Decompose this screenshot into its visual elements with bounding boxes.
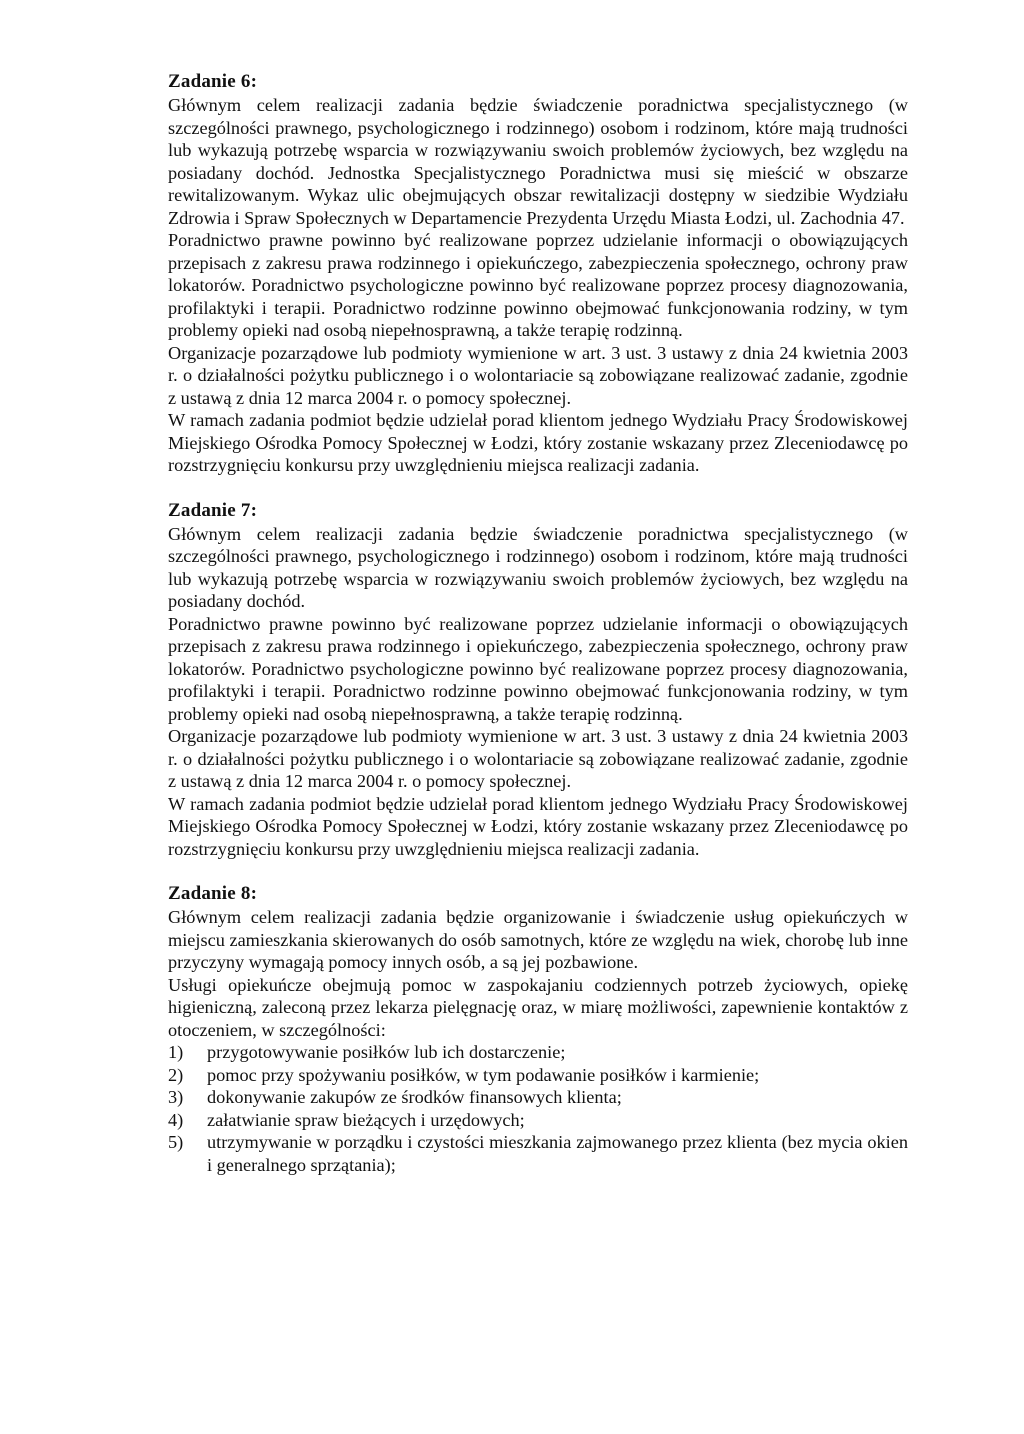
list-item-text: załatwianie spraw bieżących i urzędowych; <box>207 1109 525 1130</box>
list-item-text: dokonywanie zakupów ze środków finansowych klienta; <box>207 1087 622 1107</box>
list-item-number: 4) <box>168 1109 184 1130</box>
paragraph: W ramach zadania podmiot będzie udzielał porad klientom jednego Wydziału Pracy Środowiskowej Miejskiego Ośrodka Pomocy Społecznej w Łodzi, który zostanie wskazany przez Zleceniodawcę po rozstrzygnięciu konkursu przy uwzględnieniu miejsca realizacji zadania. <box>168 410 908 475</box>
section-heading: Zadanie 7: <box>168 499 258 521</box>
paragraph: Organizacje pozarządowe lub podmioty wymienione w art. 3 ust. 3 ustawy z dnia 24 kwietnia 2003 r. o działalności pożytku publicznego i o wolontariacie są zobowiązane realizować zadanie, zgodnie z ustawą z dnia 12 marca 2004 r. o pomocy społecznej. <box>168 726 908 791</box>
list-item <box>168 1131 908 1176</box>
list-item-number: 5) <box>168 1132 184 1152</box>
section-heading: Zadanie 6: <box>168 71 258 92</box>
paragraph: Organizacje pozarządowe lub podmioty wymienione w art. 3 ust. 3 ustawy z dnia 24 kwietnia 2003 r. o działalności pożytku publicznego i o wolontariacie są zobowiązane realizować zadanie, zgodnie z ustawą z dnia 12 marca 2004 r. o pomocy społecznej. <box>168 342 908 408</box>
list-item-text: przygotowywanie posiłków lub ich dostarczenie; <box>207 1042 566 1062</box>
list-item <box>168 1064 908 1087</box>
paragraph: Poradnictwo prawne powinno być realizowane poprzez udzielanie informacji o obowiązujących przepisach z zakresu prawa rodzinnego i opiekuńczego, zabezpieczenia społecznego, ochrony praw lokatorów. Poradnictwo psychologiczne powinno być realizowane poprzez procesy diagnozowania, profilaktyki i terapii. Poradnictwo rodzinne powinno obejmować funkcjonowania rodziny, w tym problemy opieki nad osobą niepełnosprawną, a także terapię rodzinną. <box>168 230 908 340</box>
section-zadanie-8 <box>168 882 908 1176</box>
list-item <box>168 1109 908 1132</box>
services-list <box>168 1041 908 1176</box>
list-item-number: 1) <box>168 1042 184 1062</box>
paragraph: Głównym celem realizacji zadania będzie świadczenie poradnictwa specjalistycznego (w szczególności prawnego, psychologicznego i rodzinnego) osobom i rodzinom, które mają trudności lub wykazują potrzebę wsparcia w rozwiązywaniu swoich problemów życiowych, bez względu na posiadany dochód. <box>168 523 908 611</box>
paragraph: Głównym celem realizacji zadania będzie świadczenie poradnictwa specjalistycznego (w szczególności prawnego, psychologicznego i rodzinnego) osobom i rodzinom, które mają trudności lub wykazują potrzebę wsparcia w rozwiązywaniu swoich problemów życiowych, bez względu na posiadany dochód. Jednostka Specjalistycznego Poradnictwa musi się mieścić w obszarze rewitalizowanym. Wykaz ulic obejmujących obszar rewitalizacji dostępny w siedzibie Wydziału Zdrowia i Spraw Społecznych w Departamencie Prezydenta Urzędu Miasta Łodzi, ul. Zachodnia 47. <box>168 95 908 228</box>
list-item <box>168 1041 908 1064</box>
list-item-text: pomoc przy spożywaniu posiłków, w tym podawanie posiłków i karmienie; <box>207 1064 760 1085</box>
section-heading: Zadanie 8: <box>168 883 258 904</box>
paragraph: W ramach zadania podmiot będzie udzielał porad klientom jednego Wydziału Pracy Środowiskowej Miejskiego Ośrodka Pomocy Społecznej w Łodzi, który zostanie wskazany przez Zleceniodawcę po rozstrzygnięciu konkursu przy uwzględnieniu miejsca realizacji zadania. <box>168 793 908 859</box>
section-zadanie-6 <box>168 70 908 477</box>
paragraph: Głównym celem realizacji zadania będzie organizowanie i świadczenie usług opiekuńczych w miejscu zamieszkania skierowanych do osób samotnych, które ze względu na wiek, chorobę lub inne przyczyny wymagają pomocy innych osób, a są jej pozbawione. <box>168 907 908 972</box>
paragraph: Poradnictwo prawne powinno być realizowane poprzez udzielanie informacji o obowiązujących przepisach z zakresu prawa rodzinnego i opiekuńczego, zabezpieczenia społecznego, ochrony praw lokatorów. Poradnictwo psychologiczne powinno być realizowane poprzez procesy diagnozowania, profilaktyki i terapii. Poradnictwo rodzinne powinno obejmować funkcjonowania rodziny, w tym problemy opieki nad osobą niepełnosprawną, a także terapię rodzinną. <box>168 613 908 724</box>
list-item-number: 3) <box>168 1087 184 1107</box>
list-item-text: utrzymywanie w porządku i czystości mieszkania zajmowanego przez klienta (bez mycia okien i generalnego sprzątania); <box>207 1132 908 1175</box>
list-item <box>168 1086 908 1109</box>
list-item-number: 2) <box>168 1064 184 1085</box>
paragraph: Usługi opiekuńcze obejmują pomoc w zaspokajaniu codziennych potrzeb życiowych, opiekę higieniczną, zaleconą przez lekarza pielęgnację oraz, w miarę możliwości, zapewnienie kontaktów z otoczeniem, w szczególności: <box>168 974 908 1040</box>
section-zadanie-7 <box>168 499 908 861</box>
